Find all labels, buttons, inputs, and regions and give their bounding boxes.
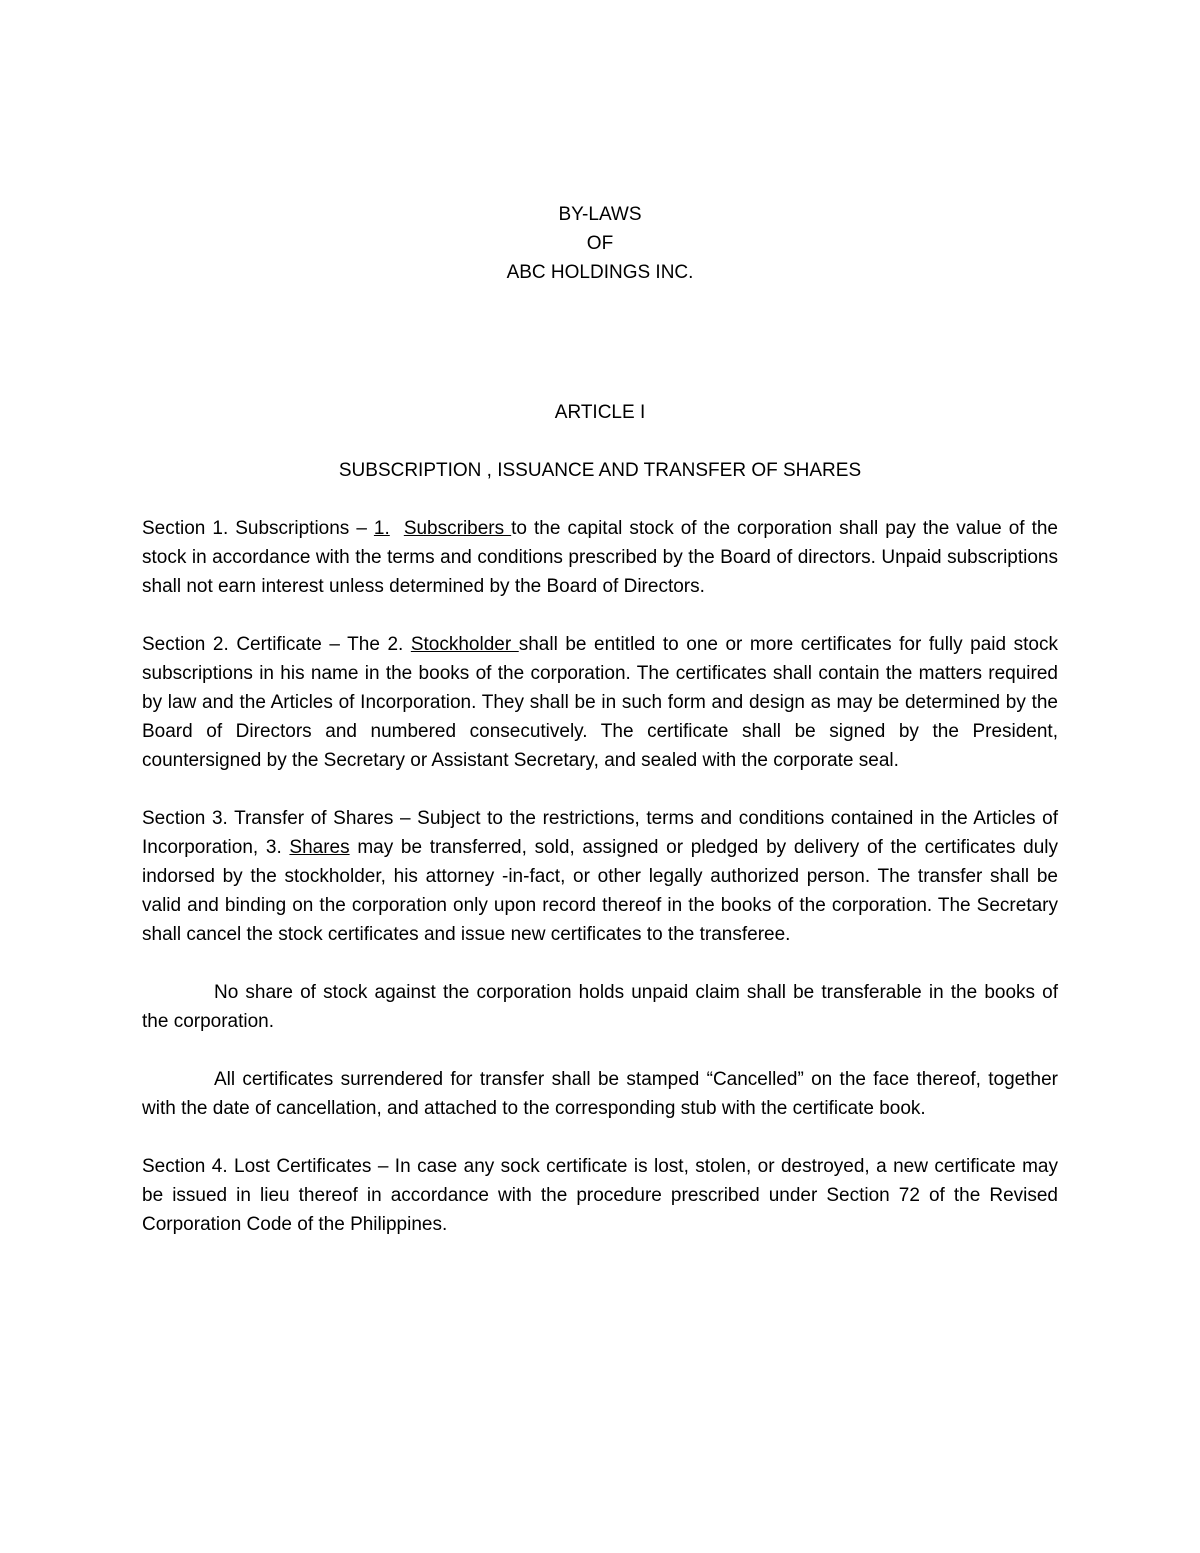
section-1-lead: Section 1. Subscriptions – — [142, 518, 374, 539]
section-1-gap — [390, 518, 404, 539]
article-subheading: SUBSCRIPTION , ISSUANCE AND TRANSFER OF SHARES — [338, 460, 862, 481]
title-line-of: OF — [586, 233, 614, 254]
section-3-body: may be transferred, sold, assigned or pledged by delivery of the certificates duly indorsed by the stockholder, his attorney -in-fact, or other legally authorized person. The transfer shall be valid and binding on the corporation only upon record thereof in the books of the corporation. The Secretary shall cancel the stock certificates and issue new certificates to the transferee. — [142, 837, 1058, 945]
section-4-paragraph: Section 4. Lost Certificates – In case any sock certificate is lost, stolen, or destroyed, a new certificate may be issued in lieu thereof in accordance with the procedure prescribed under Section 72 of the Revised Corporation Code of the Philippines. — [142, 1156, 1058, 1235]
title-line-bylaws: BY-LAWS — [558, 204, 642, 225]
section-1-body: to the capital stock of the corporation shall pay the value of the stock in accordance with the terms and conditions prescribed by the Board of directors. Unpaid subscriptions shall not earn interest unless determined by the Board of Directors. — [142, 518, 1058, 597]
section-2-paragraph — [142, 630, 1058, 775]
section-2-body: shall be entitled to one or more certificates for fully paid stock subscriptions in his name in the books of the corporation. The certificates shall contain the matters required by law and the Articles of Incorporation. They shall be in such form and design as may be determined by the Board of Directors and numbered consecutively. The certificate shall be signed by the President, countersigned by the Secretary or Assistant Secretary, and sealed with the corporate seal. — [142, 634, 1058, 771]
section-3-underlined: Shares — [289, 837, 350, 858]
section-1-number: 1. — [373, 518, 390, 539]
section-3-lead: Section 3. Transfer of Shares – Subject to the restrictions, terms and conditions contained in the Articles of Incorporation, 3. — [142, 808, 1058, 858]
section-1-paragraph — [142, 514, 1058, 601]
document-page — [142, 200, 1058, 1239]
section-2-underlined: Stockholder — [410, 634, 519, 655]
document-title — [142, 200, 1058, 287]
section-2-lead: Section 2. Certificate – The 2. — [142, 634, 411, 655]
section-3-paragraph — [142, 804, 1058, 949]
section-3-paragraph-3: All certificates surrendered for transfer shall be stamped “Cancelled” on the face thereof, together with the date of cancellation, and attached to the corresponding stub with the certificate book. — [142, 1069, 1058, 1119]
section-3-paragraph-2: No share of stock against the corporation holds unpaid claim shall be transferable in the books of the corporation. — [142, 982, 1058, 1032]
article-heading: ARTICLE I — [554, 402, 646, 423]
title-line-company: ABC HOLDINGS INC. — [506, 262, 694, 283]
section-1-underlined: Subscribers — [403, 518, 512, 539]
